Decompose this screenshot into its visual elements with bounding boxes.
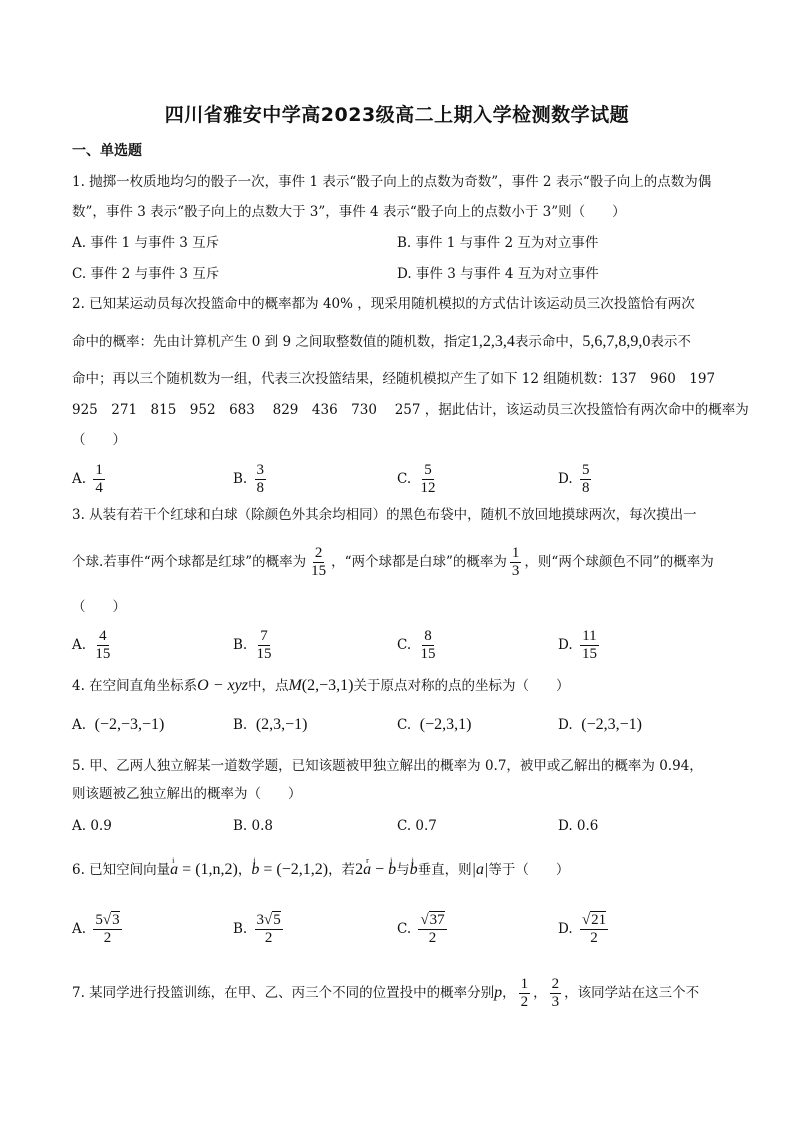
question-2-option-a <box>72 462 108 497</box>
question-1-option-b: B. 事件 1 与事件 2 互为对立事件 <box>397 235 599 251</box>
fraction-denominator: 2 <box>103 930 112 946</box>
question-1-option-c: C. 事件 2 与事件 3 互斥 <box>72 266 220 282</box>
question-2-option-d <box>558 462 594 497</box>
fraction-numerator: 3 <box>256 462 265 478</box>
question-2-option-c <box>397 462 440 497</box>
fraction-numerator: √37 <box>420 912 445 928</box>
fraction-denominator: 15 <box>95 646 111 662</box>
question-3-option-d <box>558 628 602 663</box>
question-6-math: 2 <box>355 861 364 878</box>
radical-coefficient: 3 <box>256 912 265 928</box>
fraction <box>93 462 105 497</box>
fraction <box>93 628 112 663</box>
option-label: A. <box>72 717 87 733</box>
question-5-option-d: D. 0.6 <box>558 818 599 834</box>
question-4-math: O − xyz <box>197 677 248 694</box>
fraction <box>255 462 267 497</box>
question-3-line-1: 3. 从装有若干个红球和白球（除颜色外其余均相同）的黑色布袋中，随机不放回地摸球两次，每次摸出一 <box>72 507 697 523</box>
option-label: C. <box>397 471 412 487</box>
fraction-numerator: 7 <box>260 628 268 644</box>
section-heading: 一、单选题 <box>72 143 142 159</box>
question-1-line-1: 1. 抛掷一枚质地均匀的骰子一次，事件 1 表示“骰子向上的点数为奇数”，事件 2 表示“骰子向上的点数为偶 <box>72 174 712 190</box>
fraction <box>418 462 437 497</box>
fraction-numerator: 4 <box>99 628 107 644</box>
question-4-text: 4. 在空间直角坐标系 <box>72 678 198 694</box>
question-6-math: |a| <box>471 861 489 878</box>
question-6-option-d <box>558 912 611 947</box>
question-4-option-b <box>233 715 308 735</box>
question-6-math: = (−2,1,2) <box>259 861 329 878</box>
option-label: C. <box>397 637 412 653</box>
fraction-denominator: 2 <box>520 994 529 1010</box>
question-3-text: ，则“两个球颜色不同”的概率为 <box>524 554 714 570</box>
question-3-option-b <box>233 628 277 663</box>
question-7-text: 7. 某同学进行投篮训练，在甲、乙、丙三个不同的位置投中的概率分别 <box>72 985 495 1001</box>
question-4-math: M <box>288 677 302 694</box>
question-6-option-a <box>72 912 125 947</box>
fraction-numerator: 2 <box>314 545 323 561</box>
option-label: B. <box>233 717 248 733</box>
fraction-numerator: 1 <box>95 462 103 478</box>
question-6-text: 与 <box>396 862 410 878</box>
fraction-denominator: 12 <box>420 480 436 496</box>
question-2-text: 命中的概率：先由计算机产生 0 到 9 之间取整数值的随机数，指定 <box>72 334 471 350</box>
question-4-option-c <box>397 715 471 735</box>
radical-coefficient: 5 <box>95 912 103 928</box>
fraction-denominator: 8 <box>581 480 590 496</box>
question-3-line-2 <box>72 545 714 580</box>
vector-b: i b <box>251 860 259 880</box>
option-label: A. <box>72 471 87 487</box>
question-7-math: p <box>494 984 503 1001</box>
question-7-text: ，该同学站在这三个不 <box>564 985 700 1001</box>
question-7-line-1 <box>72 976 699 1011</box>
fraction-numerator: 5 <box>581 462 590 478</box>
fraction-numerator: 1 <box>511 545 520 561</box>
question-6-line-1 <box>72 860 569 880</box>
page-title: 四川省雅安中学高2023级高二上期入学检测数学试题 <box>164 104 630 126</box>
question-6-text: ， <box>237 862 252 878</box>
fraction-denominator: 2 <box>428 930 437 946</box>
question-3-line-3: （ ） <box>72 599 126 615</box>
question-2-text: 表示不 <box>650 334 691 350</box>
question-2-line-4: 925 271 815 952 683 829 436 730 257 ，据此估计，该运动员三次投篮恰有两次命中的概率为 <box>72 402 749 418</box>
question-6-math: − <box>371 861 389 878</box>
fraction <box>580 462 592 497</box>
question-5-option-a: A. 0.9 <box>72 818 112 834</box>
fraction <box>255 628 274 663</box>
question-4-math: (2,−3,1) <box>301 677 354 694</box>
fraction <box>550 976 562 1011</box>
question-4-option-d <box>558 715 642 735</box>
option-label: B. <box>233 921 248 937</box>
question-6-math: = (1,n,2) <box>178 861 238 878</box>
question-1-option-a: A. 事件 1 与事件 3 互斥 <box>72 235 220 251</box>
question-6-text: ，若 <box>328 862 356 878</box>
fraction-denominator: 15 <box>581 646 597 662</box>
question-4-text: 关于原点对称的点的坐标为（ ） <box>353 678 570 694</box>
option-label: A. <box>72 921 87 937</box>
fraction-denominator: 4 <box>95 480 103 496</box>
option-label: D. <box>558 471 573 487</box>
question-5-line-1: 5. 甲、乙两人独立解某一道数学题，已知该题被甲独立解出的概率为 0.7，被甲或乙解出的概率为 0.94， <box>72 758 703 774</box>
question-3-text: ，“两个球都是白球”的概率为 <box>331 554 507 570</box>
vector-b: i b <box>388 860 396 880</box>
option-label: A. <box>72 637 87 653</box>
radicand: 37 <box>429 912 445 928</box>
radicand: 21 <box>591 912 607 928</box>
question-4-line-1 <box>72 676 569 696</box>
option-label: D. <box>558 921 573 937</box>
option-value: (−2,−3,−1) <box>94 716 165 733</box>
option-value: (−2,3,1) <box>419 716 472 733</box>
fraction-numerator: 5√3 <box>95 912 120 928</box>
question-1-option-d: D. 事件 3 与事件 4 互为对立事件 <box>397 266 599 282</box>
question-1-line-2: 数”，事件 3 表示“骰子向上的点数大于 3”，事件 4 表示“骰子向上的点数小于 3”则（ ） <box>72 204 626 220</box>
question-3-option-c <box>397 628 440 663</box>
fraction <box>580 628 599 663</box>
option-label: B. <box>233 471 248 487</box>
option-label: D. <box>558 637 573 653</box>
question-6-option-c <box>397 912 450 947</box>
option-label: C. <box>397 921 412 937</box>
fraction <box>93 912 121 947</box>
fraction-denominator: 15 <box>311 563 327 579</box>
fraction-denominator: 8 <box>256 480 265 496</box>
fraction <box>418 628 437 663</box>
vector-a: r a <box>363 860 371 880</box>
option-label: D. <box>558 717 573 733</box>
question-7-text: ， <box>533 985 547 1001</box>
fraction <box>309 545 328 580</box>
fraction <box>519 976 531 1011</box>
question-6-text: 垂直，则 <box>417 862 472 878</box>
fraction-denominator: 3 <box>511 563 520 579</box>
option-label: C. <box>397 717 412 733</box>
fraction-denominator: 3 <box>551 994 560 1010</box>
fraction-numerator: 2 <box>551 976 560 992</box>
vector-b: i b <box>410 860 418 880</box>
radicand: 3 <box>112 912 120 928</box>
question-2-math-miss: 5,6,7,8,9,0 <box>582 333 651 350</box>
question-4-text: 中，点 <box>247 678 289 694</box>
fraction <box>510 545 522 580</box>
question-2-line-2 <box>72 332 691 352</box>
vector-a: i a <box>170 860 178 880</box>
option-label: B. <box>233 637 248 653</box>
question-5-option-b: B. 0.8 <box>233 818 273 834</box>
fraction-denominator: 15 <box>420 646 436 662</box>
question-2-line-3: 命中；再以三个随机数为一组，代表三次投篮结果，经随机模拟产生了如下 12 组随机数：137 960 197 <box>72 371 716 387</box>
fraction-denominator: 15 <box>256 646 272 662</box>
option-value: (2,3,−1) <box>255 716 308 733</box>
question-4-option-a <box>72 715 164 735</box>
question-2-text: 表示命中， <box>514 334 583 350</box>
fraction-denominator: 2 <box>264 930 273 946</box>
option-value: (−2,3,−1) <box>581 716 642 733</box>
question-6-option-b <box>233 912 286 947</box>
fraction-numerator: 8 <box>424 628 432 644</box>
question-2-math-hit: 1,2,3,4 <box>470 333 515 350</box>
fraction-numerator: √21 <box>581 912 607 928</box>
fraction <box>418 912 446 947</box>
fraction-numerator: 5 <box>424 462 432 478</box>
question-7-text: ， <box>502 985 516 1001</box>
fraction-numerator: 1 <box>520 976 529 992</box>
question-5-line-2: 则该题被乙独立解出的概率为（ ） <box>72 786 302 802</box>
fraction-numerator: 11 <box>582 628 597 644</box>
question-3-text: 个球.若事件“两个球都是红球”的概率为 <box>72 554 307 570</box>
question-2-line-5: （ ） <box>72 432 126 448</box>
fraction <box>580 912 608 947</box>
fraction-denominator: 2 <box>590 930 598 946</box>
question-6-text: 6. 已知空间向量 <box>72 862 171 878</box>
fraction-numerator: 3√5 <box>256 912 281 928</box>
question-6-text: 等于（ ） <box>488 862 570 878</box>
question-2-option-b <box>233 462 269 497</box>
fraction <box>255 912 283 947</box>
question-5-option-c: C. 0.7 <box>397 818 437 834</box>
question-3-option-a <box>72 628 115 663</box>
radicand: 5 <box>273 912 281 928</box>
question-2-line-1: 2. 已知某运动员每次投篮命中的概率都为 40% ，现采用随机模拟的方式估计该运动员三次投篮恰有两次 <box>72 296 695 312</box>
